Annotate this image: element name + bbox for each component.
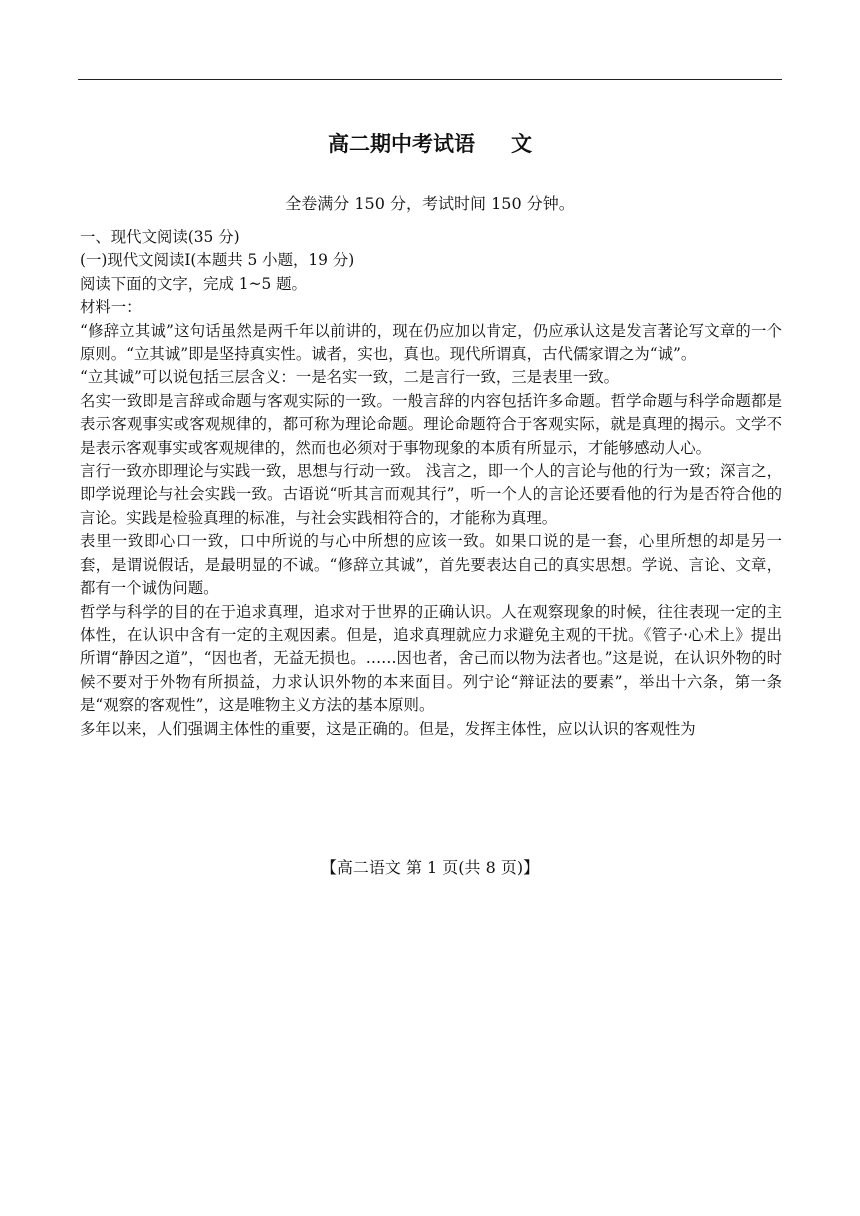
reading-instruction: 阅读下面的文字，完成 1~5 题。 [80, 274, 307, 293]
exam-title-right: 文 [511, 132, 532, 156]
material-label: 材料一： [80, 298, 142, 317]
section-subheading: (一)现代文阅读Ⅰ(本题共 5 小题，19 分) [80, 251, 355, 270]
paragraph-2: “立其诚”可以说包括三层含义：一是名实一致，二是言行一致，三是表里一致。 [80, 368, 620, 387]
header-rule [78, 79, 782, 80]
paragraph-3: 名实一致即是言辞或命题与客观实际的一致。一般言辞的内容包括许多命题。哲学命题与科学命题都是表示客观事实或客观规律的，都可称为理论命题。理论命题符合于客观实际，就是真理的揭示。文学不是表示客观事实或客观规律的，然而也必须对于事物现象的本质有所显示，才能够感动人心。 [80, 391, 782, 457]
paragraph-4: 言行一致亦即理论与实践一致，思想与行动一致。 浅言之，即一个人的言论与他的行为一致；深言之，即学说理论与社会实践一致。古语说“听其言而观其行”，听一个人的言论还要看他的行为是否符合他的言论。实践是检验真理的标准，与社会实践相符合的，才能称为真理。 [80, 462, 782, 527]
paragraph-1: “修辞立其诚”这句话虽然是两千年以前讲的，现在仍应加以肯定，仍应承认这是发言著论写文章的一个原则。“立其诚”即是坚持真实性。诚者，实也，真也。现代所谓真，古代儒家谓之为“诚”。 [80, 321, 782, 364]
paragraph-7: 多年以来，人们强调主体性的重要，这是正确的。但是，发挥主体性，应以认识的客观性为 [80, 719, 696, 738]
exam-title-left: 高二期中考试语 [328, 132, 475, 156]
paragraph-5: 表里一致即心口一致，口中所说的与心中所想的应该一致。如果口说的是一套，心里所想的却是另一套，是谓说假话，是最明显的不诚。“修辞立其诚”，首先要表达自己的真实思想。学说、言论、文章，都有一个诚伪问题。 [80, 532, 782, 598]
page-footer: 【高二语文 第 1 页(共 8 页)】 [320, 858, 540, 877]
section-heading: 一、现代文阅读(35 分) [80, 228, 240, 246]
exam-note: 全卷满分 150 分，考试时间 150 分钟。 [285, 194, 575, 213]
exam-title [0, 128, 860, 160]
reading-content [80, 226, 782, 741]
paragraph-6: 哲学与科学的目的在于追求真理，追求对于世界的正确认识。人在观察现象的时候，往往表现一定的主体性，在认识中含有一定的主观因素。但是，追求真理就应力求避免主观的干扰。《管子·心术上》提出所谓“静因之道”，“因也者，无益无损也。……因也者，舍己而以物为法者也。”这是说，在认识外物的时候不要对于外物有所损益，力求认识外物的本来面目。列宁论“辩证法的要素”，举出十六条，第一条是“观察的客观性”，这是唯物主义方法的基本原则。 [80, 602, 782, 715]
